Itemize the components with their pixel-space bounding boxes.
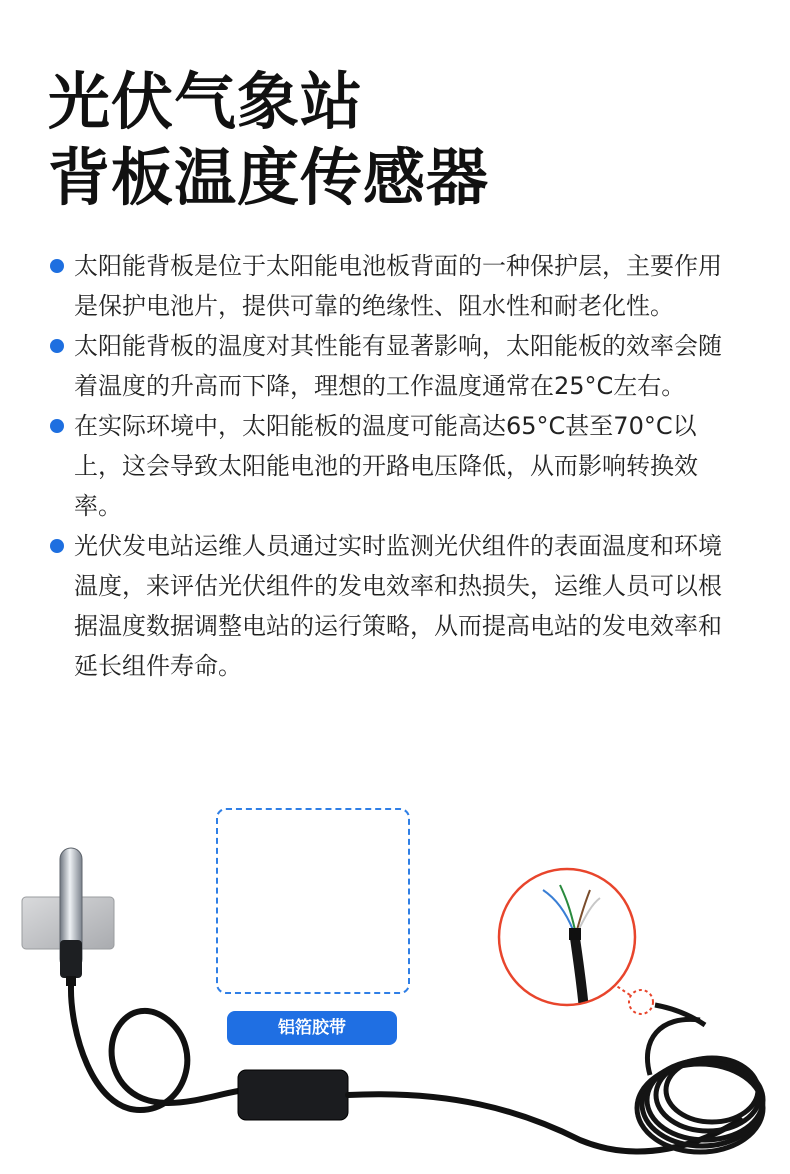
bullet-dot-icon: [50, 539, 64, 553]
list-item-text: 光伏发电站运维人员通过实时监测光伏组件的表面温度和环境温度，来评估光伏组件的发电效率和热损失，运维人员可以根据温度数据调整电站的运行策略，从而提高电站的发电效率和延长组件寿命。: [74, 532, 722, 680]
bullet-dot-icon: [50, 339, 64, 353]
sensor-probe: [60, 848, 82, 986]
list-item-text: 在实际环境中，太阳能板的温度可能高达65°C甚至70°C以上，这会导致太阳能电池的开路电压降低，从而影响转换效率。: [74, 412, 698, 520]
tape-image-frame: [216, 808, 410, 994]
wire-detail-magnifier: [499, 869, 635, 1020]
feature-list: [48, 246, 738, 686]
page-title: [48, 64, 489, 216]
list-item-text: 太阳能背板是位于太阳能电池板背面的一种保护层，主要作用是保护电池片，提供可靠的绝缘性、阻水性和耐老化性。: [74, 252, 722, 320]
cable-coil: [637, 1019, 763, 1152]
list-item: [48, 526, 738, 686]
title-line-1: 光伏气象站: [48, 65, 364, 138]
product-illustration: [0, 790, 790, 1170]
bullet-dot-icon: [50, 419, 64, 433]
list-item: [48, 326, 738, 406]
sensor-cable: [71, 986, 248, 1110]
list-item: [48, 246, 738, 326]
list-item-text: 太阳能背板的温度对其性能有显著影响，太阳能板的效率会随着温度的升高而下降，理想的工作温度通常在25°C左右。: [74, 332, 722, 400]
bullet-dot-icon: [50, 259, 64, 273]
title-line-2: 背板温度传感器: [48, 141, 490, 214]
tape-label-badge: 铝箔胶带: [227, 1011, 397, 1045]
list-item: [48, 406, 738, 526]
transmitter-module: [238, 1070, 348, 1120]
wire-callout-marker: [629, 990, 653, 1014]
